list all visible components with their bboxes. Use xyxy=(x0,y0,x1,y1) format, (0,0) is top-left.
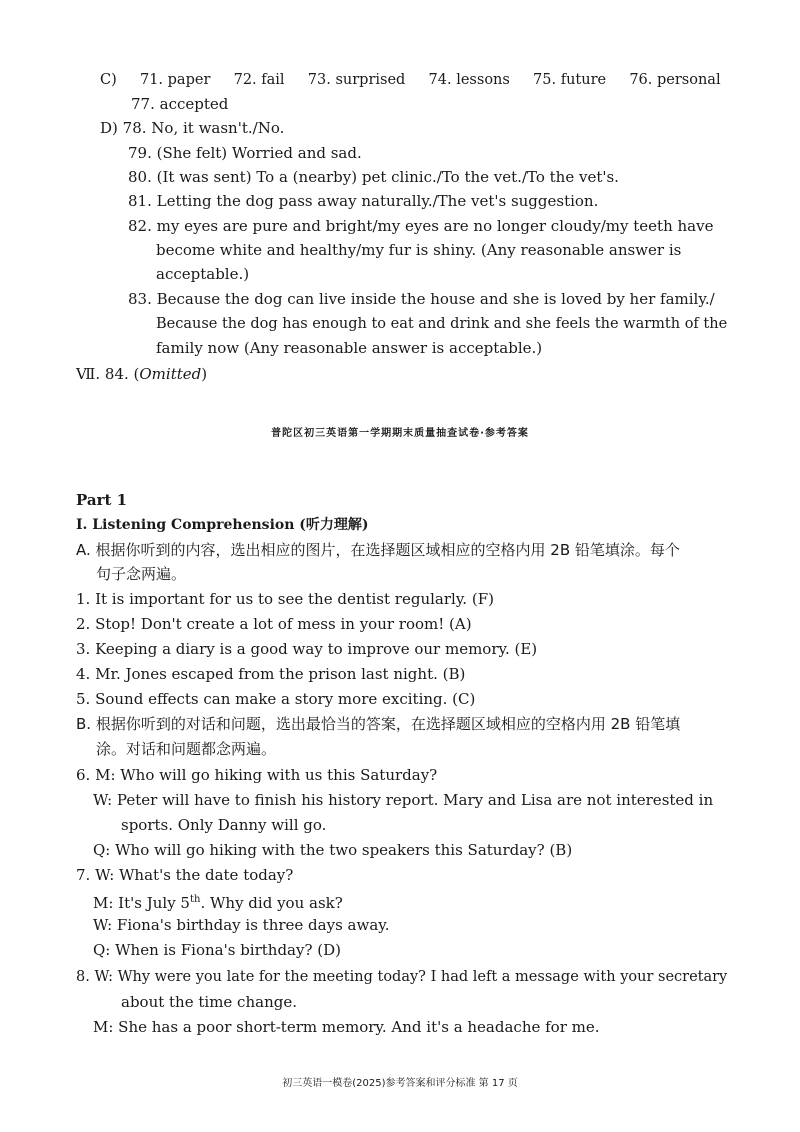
listening-q7-q: Q: When is Fiona's birthday? (D) xyxy=(93,941,342,959)
listening-q7-m xyxy=(93,888,343,915)
listening-q3: 3. Keeping a diary is a good way to improve our memory. (E) xyxy=(76,640,538,658)
listening-q7-w: 7. W: What's the date today? xyxy=(76,866,294,884)
answer-c-label: C) xyxy=(100,72,117,88)
listening-heading: Ⅰ. Listening Comprehension (听力理解) xyxy=(76,517,369,533)
listening-q7-w2: W: Fiona's birthday is three days away. xyxy=(93,916,390,934)
answer-vii-omitted: Omitted xyxy=(139,365,202,383)
answer-83-line-3: family now (Any reasonable answer is acceptable.) xyxy=(156,339,543,357)
answer-c-line-1 xyxy=(100,68,721,92)
listening-q4: 4. Mr. Jones escaped from the prison last night. (B) xyxy=(76,665,466,683)
answer-82-line-2: become white and healthy/my fur is shiny. (Any reasonable answer is xyxy=(156,241,682,259)
answer-vii-suffix: ) xyxy=(201,365,208,383)
answer-80: 80. (It was sent) To a (nearby) pet clinic./To the vet./To the vet's. xyxy=(128,168,619,186)
listening-q8-m: M: She has a poor short-term memory. And it's a headache for me. xyxy=(93,1018,600,1036)
answer-75: 75. future xyxy=(533,72,607,88)
listening-q5: 5. Sound effects can make a story more exciting. (C) xyxy=(76,690,476,708)
q7-m-text-end: . Why did you ask? xyxy=(200,894,343,912)
page-footer: 初三英语一模卷(2025)参考答案和评分标准 第 17 页 xyxy=(282,1078,518,1089)
part-heading: Part 1 xyxy=(76,491,128,509)
listening-q1: 1. It is important for us to see the dentist regularly. (F) xyxy=(76,590,494,608)
listening-q2: 2. Stop! Don't create a lot of mess in your room! (A) xyxy=(76,615,472,633)
answer-73: 73. surprised xyxy=(307,72,406,88)
listening-q6-m: 6. M: Who will go hiking with us this Saturday? xyxy=(76,766,438,784)
listening-q6-w-line-2: sports. Only Danny will go. xyxy=(121,816,327,834)
answer-82-line-1: 82. my eyes are pure and bright/my eyes are no longer cloudy/my teeth have xyxy=(128,217,714,235)
answer-71: 71. paper xyxy=(139,72,211,88)
listening-q6-q: Q: Who will go hiking with the two speakers this Saturday? (B) xyxy=(93,841,573,859)
answer-74: 74. lessons xyxy=(428,72,510,88)
answer-82-line-3: acceptable.) xyxy=(156,265,250,283)
answer-vii-prefix: Ⅶ. 84. ( xyxy=(76,365,140,383)
answer-76: 76. personal xyxy=(629,72,721,88)
answer-72: 72. fail xyxy=(233,72,285,88)
instruction-b-line-1: B. 根据你听到的对话和问题，选出最恰当的答案，在选择题区域相应的空格内用 2B 铅笔填 xyxy=(76,715,681,733)
instruction-b-line-2: 涂。对话和问题都念两遍。 xyxy=(96,740,277,758)
listening-q8-w-line-1: 8. W: Why were you late for the meeting today? I had left a message with your secretary xyxy=(76,969,728,985)
answer-83-line-2: Because the dog has enough to eat and drink and she feels the warmth of the xyxy=(156,316,728,332)
answer-77: 77. accepted xyxy=(131,95,229,113)
q7-m-superscript: th xyxy=(189,894,201,905)
instruction-a-line-2: 句子念两遍。 xyxy=(96,565,187,583)
answer-d-line-78 xyxy=(100,116,284,140)
section-title: 普陀区初三英语第一学期期末质量抽查试卷·参考答案 xyxy=(271,428,529,439)
answer-81: 81. Letting the dog pass away naturally./The vet's suggestion. xyxy=(128,192,599,210)
answer-d-label: D) xyxy=(100,119,118,137)
answer-vii-84 xyxy=(76,362,207,386)
answer-78: 78. No, it wasn't./No. xyxy=(122,119,285,137)
q7-m-text: M: It's July 5 xyxy=(93,894,190,912)
answer-83-line-1: 83. Because the dog can live inside the house and she is loved by her family./ xyxy=(128,290,715,308)
listening-q8-w-line-2: about the time change. xyxy=(121,993,297,1011)
instruction-a-line-1: A. 根据你听到的内容，选出相应的图片，在选择题区域相应的空格内用 2B 铅笔填涂。每个 xyxy=(76,541,680,559)
answer-79: 79. (She felt) Worried and sad. xyxy=(128,144,362,162)
listening-q6-w-line-1: W: Peter will have to finish his history report. Mary and Lisa are not interested in xyxy=(93,791,714,809)
